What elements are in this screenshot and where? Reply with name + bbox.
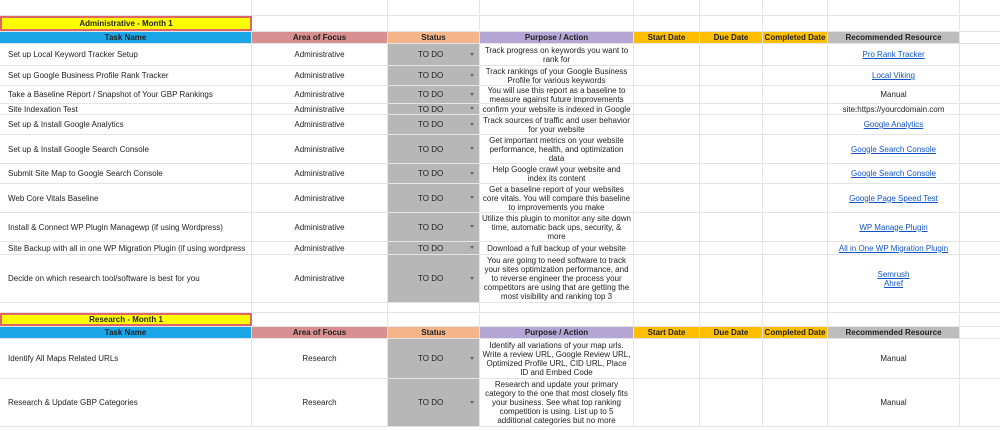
task-name-cell[interactable]: Site Indexation Test	[0, 104, 252, 114]
resource-text: site:https://yourcdomain.com	[842, 104, 945, 114]
area-cell[interactable]: Administrative	[252, 164, 388, 183]
purpose-cell[interactable]: Track progress on keywords you want to rank for	[480, 44, 634, 65]
start-date-cell[interactable]	[634, 213, 700, 241]
table-row	[0, 66, 1000, 86]
purpose-cell[interactable]: Utilize this plugin to monitor any site down time, automatic back ups, security, & more	[480, 213, 634, 241]
resource-cell[interactable]	[828, 44, 960, 65]
due-date-cell[interactable]	[700, 339, 763, 378]
dropdown-arrow-icon[interactable]	[470, 172, 474, 175]
table-row	[0, 135, 1000, 164]
completed-date-cell[interactable]	[763, 86, 828, 103]
start-date-cell[interactable]	[634, 379, 700, 426]
resource-link[interactable]: Google Page Speed Test	[849, 193, 938, 203]
table-row	[0, 379, 1000, 427]
header-purpose-action[interactable]: Purpose / Action	[480, 32, 634, 43]
status-dropdown[interactable]	[388, 86, 480, 103]
task-name-cell[interactable]: Submit Site Map to Google Search Console	[0, 164, 252, 183]
resource-cell[interactable]	[828, 242, 960, 254]
resource-link-ahref[interactable]: Ahref	[883, 278, 904, 288]
due-date-cell[interactable]	[700, 104, 763, 114]
completed-date-cell[interactable]	[763, 164, 828, 183]
completed-date-cell[interactable]	[763, 339, 828, 378]
due-date-cell[interactable]	[700, 379, 763, 426]
resource-cell[interactable]	[828, 115, 960, 134]
dropdown-arrow-icon[interactable]	[470, 225, 474, 228]
area-cell[interactable]: Administrative	[252, 135, 388, 163]
completed-date-cell[interactable]	[763, 213, 828, 241]
start-date-cell[interactable]	[634, 339, 700, 378]
due-date-cell[interactable]	[700, 242, 763, 254]
section-title-row	[0, 16, 1000, 32]
status-value: TO DO	[418, 104, 444, 114]
table-row	[0, 104, 1000, 115]
completed-date-cell[interactable]	[763, 255, 828, 302]
header-status[interactable]: Status	[388, 327, 480, 338]
start-date-cell[interactable]	[634, 242, 700, 254]
purpose-cell[interactable]: confirm your website is indexed in Google	[480, 104, 634, 114]
due-date-cell[interactable]	[700, 44, 763, 65]
resource-cell[interactable]	[828, 339, 960, 378]
section-title[interactable]: Administrative - Month 1	[0, 16, 252, 31]
task-name-cell[interactable]: Install & Connect WP Plugin Managewp (if using Wordpress)	[0, 213, 252, 241]
resource-cell[interactable]	[828, 213, 960, 241]
resource-link[interactable]: Google Search Console	[851, 144, 936, 154]
blank-row	[0, 0, 1000, 16]
purpose-cell[interactable]: Download a full backup of your website	[480, 242, 634, 254]
header-area-of-focus[interactable]: Area of Focus	[252, 327, 388, 338]
area-cell[interactable]: Administrative	[252, 66, 388, 85]
task-name-cell[interactable]: Set up Google Business Profile Rank Tracker	[0, 66, 252, 85]
resource-cell[interactable]	[828, 379, 960, 426]
resource-cell[interactable]	[828, 255, 960, 302]
dropdown-arrow-icon[interactable]	[470, 93, 474, 96]
due-date-cell[interactable]	[700, 213, 763, 241]
resource-cell[interactable]	[828, 184, 960, 212]
task-name-cell[interactable]: Set up & Install Google Search Console	[0, 135, 252, 163]
table-row	[0, 255, 1000, 303]
task-name-cell[interactable]: Take a Baseline Report / Snapshot of Your GBP Rankings	[0, 86, 252, 103]
area-cell[interactable]: Administrative	[252, 104, 388, 114]
dropdown-arrow-icon[interactable]	[470, 53, 474, 56]
purpose-cell[interactable]: Identify all variations of your map urls. Write a review URL, Google Review URL, Optimized Profile URL, CID URL, Place ID and Embed Code	[480, 339, 634, 378]
dropdown-arrow-icon[interactable]	[470, 74, 474, 77]
header-completed-date[interactable]: Completed Date	[763, 327, 828, 338]
start-date-cell[interactable]	[634, 255, 700, 302]
header-task-name[interactable]: Task Name	[0, 32, 252, 43]
purpose-cell[interactable]: Get a baseline report of your websites core vitals. You will compare this baseline to improvements you make	[480, 184, 634, 212]
resource-text: Manual	[880, 90, 907, 99]
header-status[interactable]: Status	[388, 32, 480, 43]
status-value: TO DO	[418, 90, 444, 99]
area-cell[interactable]: Administrative	[252, 255, 388, 302]
status-dropdown[interactable]	[388, 104, 480, 114]
resource-cell[interactable]	[828, 86, 960, 103]
purpose-cell[interactable]: Track rankings of your Google Business Profile for various keywords	[480, 66, 634, 85]
dropdown-arrow-icon[interactable]	[470, 107, 474, 110]
completed-date-cell[interactable]	[763, 44, 828, 65]
status-value: TO DO	[418, 120, 444, 129]
status-value: TO DO	[418, 50, 444, 59]
completed-date-cell[interactable]	[763, 135, 828, 163]
resource-link[interactable]: Local Viking	[872, 71, 915, 80]
status-dropdown[interactable]	[388, 379, 480, 426]
completed-date-cell[interactable]	[763, 242, 828, 254]
completed-date-cell[interactable]	[763, 66, 828, 85]
status-dropdown[interactable]	[388, 164, 480, 183]
purpose-cell[interactable]: Research and update your primary category to the one that most closely fits your business. See what top ranking competition is using. List up to 5 additional categories but no more	[480, 379, 634, 426]
task-name-cell[interactable]: Identify All Maps Related URLs	[0, 339, 252, 378]
start-date-cell[interactable]	[634, 135, 700, 163]
resource-cell[interactable]	[828, 164, 960, 183]
table-row	[0, 86, 1000, 104]
status-value: TO DO	[418, 71, 444, 80]
task-name-cell[interactable]: Set up Local Keyword Tracker Setup	[0, 44, 252, 65]
status-value: TO DO	[418, 354, 444, 363]
start-date-cell[interactable]	[634, 184, 700, 212]
status-dropdown[interactable]	[388, 255, 480, 302]
table-row	[0, 339, 1000, 379]
due-date-cell[interactable]	[700, 115, 763, 134]
completed-date-cell[interactable]	[763, 379, 828, 426]
start-date-cell[interactable]	[634, 115, 700, 134]
task-name-cell[interactable]: Web Core Vitals Baseline	[0, 184, 252, 212]
status-value: TO DO	[418, 243, 444, 253]
header-row	[0, 327, 1000, 339]
header-completed-date[interactable]: Completed Date	[763, 32, 828, 43]
header-recommended-resource[interactable]: Recommended Resource	[828, 327, 960, 338]
area-cell[interactable]: Administrative	[252, 115, 388, 134]
start-date-cell[interactable]	[634, 44, 700, 65]
status-dropdown[interactable]	[388, 242, 480, 254]
dropdown-arrow-icon[interactable]	[470, 123, 474, 126]
resource-cell[interactable]	[828, 135, 960, 163]
area-cell[interactable]: Research	[252, 379, 388, 426]
status-dropdown[interactable]	[388, 66, 480, 85]
area-cell[interactable]: Administrative	[252, 213, 388, 241]
dropdown-arrow-icon[interactable]	[470, 401, 474, 404]
header-due-date[interactable]: Due Date	[700, 327, 763, 338]
table-row	[0, 184, 1000, 213]
completed-date-cell[interactable]	[763, 104, 828, 114]
area-cell[interactable]: Administrative	[252, 184, 388, 212]
resource-link-semrush[interactable]: Semrush	[877, 269, 910, 279]
status-value: TO DO	[418, 274, 444, 283]
resource-link[interactable]: WP Manage Plugin	[859, 222, 928, 232]
header-start-date[interactable]: Start Date	[634, 327, 700, 338]
due-date-cell[interactable]	[700, 184, 763, 212]
start-date-cell[interactable]	[634, 66, 700, 85]
table-row	[0, 213, 1000, 242]
purpose-cell[interactable]: Help Google crawl your website and index its content	[480, 164, 634, 183]
due-date-cell[interactable]	[700, 66, 763, 85]
status-value: TO DO	[418, 193, 444, 203]
status-dropdown[interactable]	[388, 135, 480, 163]
completed-date-cell[interactable]	[763, 184, 828, 212]
resource-cell[interactable]	[828, 66, 960, 85]
area-cell[interactable]: Administrative	[252, 242, 388, 254]
purpose-cell[interactable]: You are going to need software to track your sites optimization performance, and to reverse engineer the process your competitors are using that are getting the most visibility and ranking top 3	[480, 255, 634, 302]
blank-row	[0, 303, 1000, 313]
status-value: TO DO	[418, 144, 444, 154]
header-area-of-focus[interactable]: Area of Focus	[252, 32, 388, 43]
status-dropdown[interactable]	[388, 44, 480, 65]
dropdown-arrow-icon[interactable]	[470, 357, 474, 360]
resource-cell[interactable]	[828, 104, 960, 114]
dropdown-arrow-icon[interactable]	[470, 147, 474, 150]
status-value: TO DO	[418, 222, 444, 232]
due-date-cell[interactable]	[700, 86, 763, 103]
dropdown-arrow-icon[interactable]	[470, 277, 474, 280]
resource-text: Manual	[880, 354, 907, 363]
header-purpose-action[interactable]: Purpose / Action	[480, 327, 634, 338]
table-row	[0, 164, 1000, 184]
status-dropdown[interactable]	[388, 184, 480, 212]
status-value: TO DO	[418, 169, 444, 178]
status-dropdown[interactable]	[388, 339, 480, 378]
section-title[interactable]: Research - Month 1	[0, 313, 252, 326]
resource-link[interactable]: Pro Rank Tracker	[862, 50, 925, 59]
due-date-cell[interactable]	[700, 164, 763, 183]
table-row	[0, 115, 1000, 135]
purpose-cell[interactable]: Get important metrics on your website performance, health, and optimization data	[480, 135, 634, 163]
task-name-cell[interactable]: Set up & Install Google Analytics	[0, 115, 252, 134]
resource-link[interactable]: Google Analytics	[863, 120, 924, 129]
start-date-cell[interactable]	[634, 164, 700, 183]
status-value: TO DO	[418, 398, 444, 407]
header-task-name[interactable]: Task Name	[0, 327, 252, 338]
task-name-cell[interactable]: Decide on which research tool/software is best for you	[0, 255, 252, 302]
dropdown-arrow-icon[interactable]	[470, 246, 474, 249]
start-date-cell[interactable]	[634, 104, 700, 114]
table-row	[0, 242, 1000, 255]
area-cell[interactable]: Administrative	[252, 44, 388, 65]
header-row	[0, 32, 1000, 44]
area-cell[interactable]: Administrative	[252, 86, 388, 103]
start-date-cell[interactable]	[634, 86, 700, 103]
purpose-cell[interactable]: Track sources of traffic and user behavior for your website	[480, 115, 634, 134]
resource-link[interactable]: Google Search Console	[851, 169, 936, 178]
due-date-cell[interactable]	[700, 135, 763, 163]
area-cell[interactable]: Research	[252, 339, 388, 378]
resource-link[interactable]: All in One WP Migration Plugin	[838, 243, 949, 253]
task-name-cell[interactable]: Site Backup with all in one WP Migration Plugin (if using wordpress	[0, 242, 252, 254]
header-recommended-resource[interactable]: Recommended Resource	[828, 32, 960, 43]
purpose-cell[interactable]: You will use this report as a baseline to measure against future improvements	[480, 86, 634, 103]
section-title-row	[0, 313, 1000, 327]
task-name-cell[interactable]: Research & Update GBP Categories	[0, 379, 252, 426]
resource-text: Manual	[880, 398, 907, 407]
header-due-date[interactable]: Due Date	[700, 32, 763, 43]
table-row	[0, 44, 1000, 66]
status-dropdown[interactable]	[388, 213, 480, 241]
completed-date-cell[interactable]	[763, 115, 828, 134]
dropdown-arrow-icon[interactable]	[470, 196, 474, 199]
due-date-cell[interactable]	[700, 255, 763, 302]
status-dropdown[interactable]	[388, 115, 480, 134]
header-start-date[interactable]: Start Date	[634, 32, 700, 43]
